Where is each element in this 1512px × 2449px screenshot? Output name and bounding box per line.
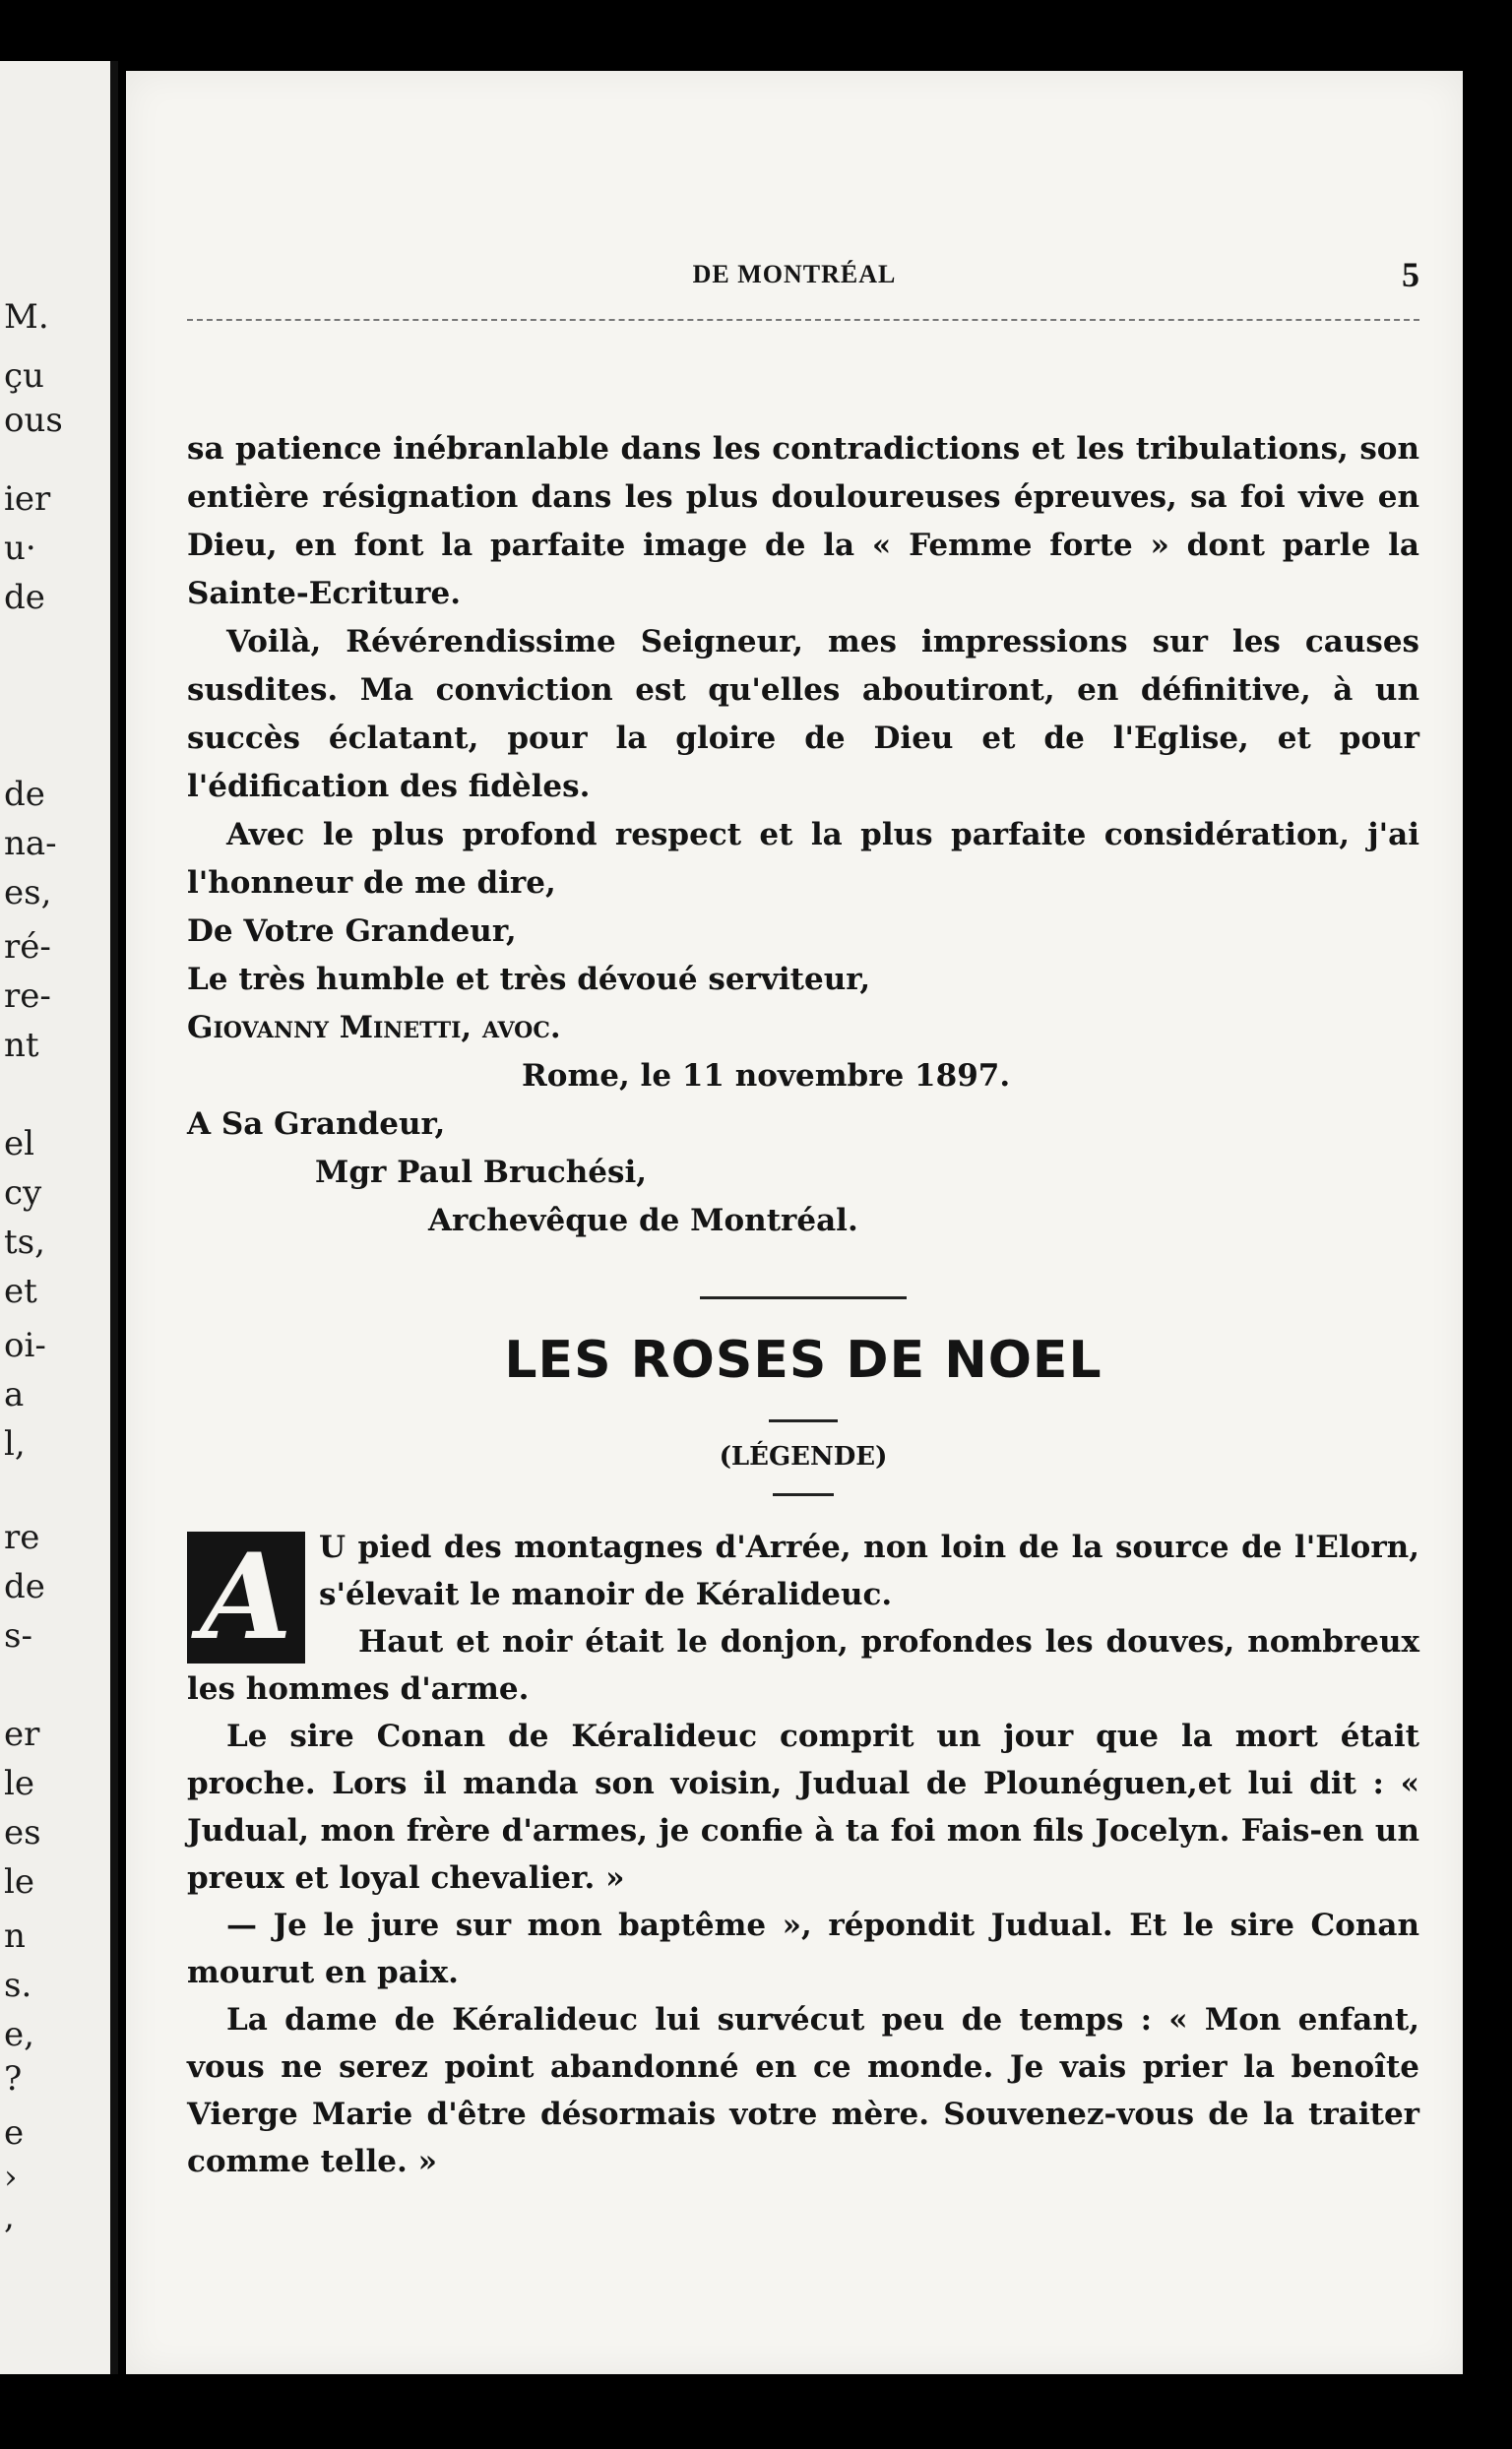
adjacent-page-text: de xyxy=(4,1567,45,1606)
story-paragraph: Haut et noir était le donjon, profondes les douves, nombreux les hommes d'arme. xyxy=(187,1624,1419,1707)
letter-paragraph: Voilà, Révérendissime Seigneur, mes impressions sur les causes susdites. Ma conviction est qu'elles aboutiront, en définitive, à un succès éclatant, pour la gloire de Dieu et de l'Eglise, et pour l'édification des fidèles. xyxy=(187,624,1419,804)
adjacent-page-text: re xyxy=(4,1518,40,1557)
adjacent-page-text: ? xyxy=(4,2059,23,2099)
subtitle-rule xyxy=(773,1493,834,1496)
adjacent-page-text: › xyxy=(4,2158,18,2197)
adjacent-page-text: oi- xyxy=(4,1326,46,1365)
letter-signature: Giovanny Minetti, avoc. xyxy=(187,1010,561,1045)
adjacent-page-text: çu xyxy=(4,356,44,396)
adjacent-page-text: ré- xyxy=(4,927,51,967)
book-page xyxy=(126,71,1463,2374)
page-body xyxy=(187,425,1419,2185)
letter-paragraph: sa patience inébranlable dans les contradictions et les tribulations, son entière résignation dans les plus douloureuses épreuves, sa foi vive en Dieu, en font la parfaite image de la « Femme forte » dont parle la Sainte-Ecriture. xyxy=(187,431,1419,611)
adjacent-page-text: et xyxy=(4,1272,37,1311)
adjacent-page-text: na- xyxy=(4,824,57,863)
adjacent-page-text: es, xyxy=(4,873,52,912)
story-paragraph: Le sire Conan de Kéralideuc comprit un jour que la mort était proche. Lors il manda son voisin, Judual de Plounéguen,et lui dit : « Judual, mon frère d'armes, je confie à ta foi mon fils Jocelyn. Fais-en un preux et loyal chevalier. » xyxy=(187,1719,1419,1896)
adjacent-page-text: es xyxy=(4,1813,41,1852)
addressee-line: Archevêque de Montréal. xyxy=(428,1203,858,1238)
adjacent-page-text: e xyxy=(4,2113,25,2153)
adjacent-page-text: s. xyxy=(4,1966,32,2005)
adjacent-page-text: ous xyxy=(4,401,63,440)
header-rule xyxy=(187,319,1419,321)
adjacent-page-text: le xyxy=(4,1862,34,1902)
adjacent-page-text: u· xyxy=(4,529,36,568)
adjacent-page-text: ier xyxy=(4,479,51,519)
adjacent-page-text: el xyxy=(4,1124,34,1163)
story-title: LES ROSES DE NOEL xyxy=(504,1331,1102,1390)
story-paragraph: U pied des montagnes d'Arrée, non loin de la source de l'Elorn, s'élevait le manoir de Kéralideuc. xyxy=(319,1530,1419,1612)
adjacent-page-text: nt xyxy=(4,1026,39,1065)
adjacent-page-text: a xyxy=(4,1375,25,1414)
page-header xyxy=(126,255,1463,299)
adjacent-page-text: cy xyxy=(4,1173,42,1213)
page-gutter xyxy=(110,61,118,2374)
letter-paragraph: Avec le plus profond respect et la plus parfaite considération, j'ai l'honneur de me dire, xyxy=(187,817,1419,901)
adjacent-page-text: de xyxy=(4,775,45,814)
letter-date: Rome, le 11 novembre 1897. xyxy=(522,1058,1011,1094)
section-divider xyxy=(700,1296,907,1299)
letter-closing: De Votre Grandeur, xyxy=(187,913,517,949)
adjacent-page-text: n xyxy=(4,1916,26,1956)
addressee-line: A Sa Grandeur, xyxy=(187,1106,446,1142)
story-paragraph: — Je le jure sur mon baptême », répondit Judual. Et le sire Conan mourut en paix. xyxy=(187,1908,1419,1990)
adjacent-page-text: er xyxy=(4,1715,40,1754)
addressee-line: Mgr Paul Bruchési, xyxy=(315,1155,648,1190)
adjacent-page-text: M. xyxy=(4,297,49,337)
adjacent-page-text: re- xyxy=(4,976,51,1016)
adjacent-page-edge xyxy=(0,61,118,2374)
adjacent-page-text: ts, xyxy=(4,1223,45,1262)
adjacent-page-text: le xyxy=(4,1764,34,1803)
adjacent-page-text: s- xyxy=(4,1616,32,1656)
story-subtitle: (LÉGENDE) xyxy=(719,1442,888,1472)
letter-closing: Le très humble et très dévoué serviteur, xyxy=(187,962,871,997)
title-rule xyxy=(769,1419,838,1422)
adjacent-page-text: de xyxy=(4,578,45,617)
story-text xyxy=(187,1524,1419,2185)
adjacent-page-text: l, xyxy=(4,1424,26,1464)
page-number: 5 xyxy=(1402,255,1419,294)
story-paragraph: La dame de Kéralideuc lui survécut peu de temps : « Mon enfant, vous ne serez point abandonné en ce monde. Je vais prier la benoîte Vierge Marie d'être désormais votre mère. Souvenez-vous de la traiter comme telle. » xyxy=(187,2002,1419,2179)
drop-cap: A xyxy=(187,1532,305,1664)
running-head: DE MONTRÉAL xyxy=(692,260,897,288)
adjacent-page-text: e, xyxy=(4,2015,34,2054)
adjacent-page-text: , xyxy=(4,2197,15,2236)
